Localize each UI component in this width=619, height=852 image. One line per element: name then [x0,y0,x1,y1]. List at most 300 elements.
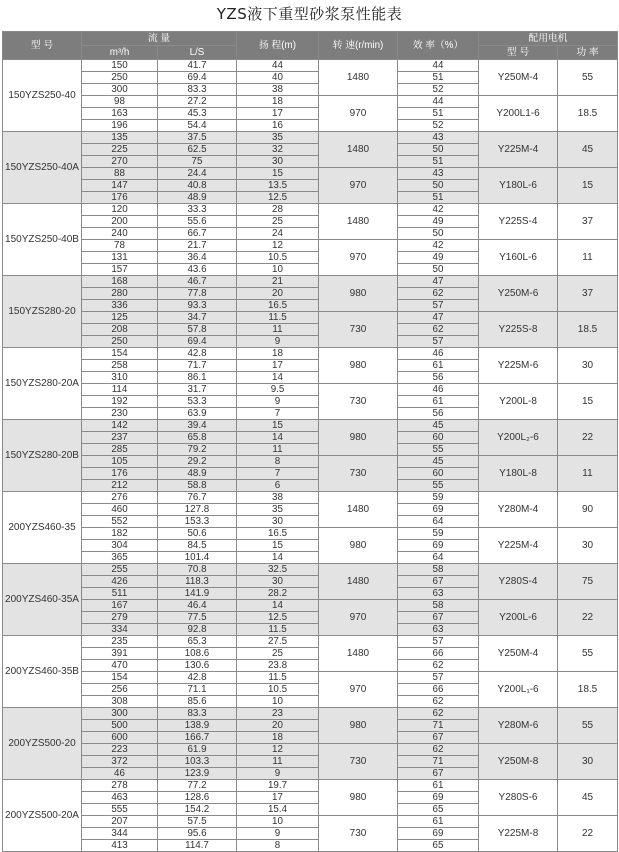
efficiency-cell: 62 [398,708,479,720]
efficiency-cell: 69 [398,504,479,516]
flow-ls-cell: 50.6 [158,528,237,540]
efficiency-cell: 46 [398,348,479,360]
flow-m3h-cell: 182 [82,528,158,540]
efficiency-cell: 49 [398,252,479,264]
efficiency-cell: 52 [398,120,479,132]
speed-cell: 730 [319,384,398,420]
flow-m3h-cell: 278 [82,780,158,792]
head-cell: 18 [237,96,319,108]
flow-ls-cell: 46.4 [158,600,237,612]
flow-m3h-cell: 255 [82,564,158,576]
flow-m3h-cell: 208 [82,324,158,336]
flow-m3h-cell: 256 [82,684,158,696]
flow-ls-cell: 62.5 [158,144,237,156]
flow-ls-cell: 69.4 [158,336,237,348]
flow-m3h-cell: 460 [82,504,158,516]
flow-m3h-cell: 365 [82,552,158,564]
flow-ls-cell: 33.3 [158,204,237,216]
flow-m3h-cell: 334 [82,624,158,636]
speed-cell: 970 [319,168,398,204]
motor-model-cell: Y280M-6 [479,708,558,744]
motor-model-cell: Y200L-8 [479,384,558,420]
flow-m3h-cell: 270 [82,156,158,168]
efficiency-cell: 67 [398,612,479,624]
model-cell: 200YZS460-35B [3,636,82,708]
efficiency-cell: 43 [398,168,479,180]
head-cell: 32 [237,144,319,156]
flow-m3h-cell: 176 [82,192,158,204]
motor-model-cell: Y225M-8 [479,816,558,852]
flow-m3h-cell: 250 [82,72,158,84]
flow-m3h-cell: 176 [82,468,158,480]
head-cell: 21 [237,276,319,288]
efficiency-cell: 59 [398,492,479,504]
table-row [3,780,618,792]
table-row [3,60,618,72]
flow-ls-cell: 75 [158,156,237,168]
head-cell: 15.4 [237,804,319,816]
performance-table [2,31,618,852]
speed-cell: 980 [319,276,398,312]
efficiency-cell: 63 [398,624,479,636]
efficiency-cell: 47 [398,312,479,324]
head-cell: 12.5 [237,612,319,624]
efficiency-cell: 60 [398,468,479,480]
table-row [3,168,618,180]
flow-ls-cell: 71.7 [158,360,237,372]
head-cell: 28 [237,204,319,216]
head-cell: 28.2 [237,588,319,600]
flow-ls-cell: 77.2 [158,780,237,792]
efficiency-cell: 71 [398,756,479,768]
motor-power-cell: 55 [558,636,618,672]
efficiency-cell: 46 [398,384,479,396]
efficiency-cell: 43 [398,132,479,144]
head-cell: 25 [237,216,319,228]
pump-group [3,492,618,564]
model-cell: 150YZS280-20 [3,276,82,348]
flow-m3h-cell: 192 [82,396,158,408]
model-cell: 150YZS280-20A [3,348,82,420]
efficiency-cell: 60 [398,432,479,444]
efficiency-cell: 66 [398,684,479,696]
speed-cell: 980 [319,348,398,384]
efficiency-cell: 49 [398,216,479,228]
flow-m3h-cell: 154 [82,348,158,360]
motor-model-cell: Y200L₁-6 [479,672,558,708]
flow-m3h-cell: 276 [82,492,158,504]
flow-ls-cell: 84.5 [158,540,237,552]
flow-ls-cell: 41.7 [158,60,237,72]
motor-power-cell: 75 [558,564,618,600]
table-row [3,384,618,396]
head-cell: 8 [237,456,319,468]
head-cell: 12 [237,744,319,756]
efficiency-cell: 45 [398,420,479,432]
header-flow-m3h: m³/h [82,46,158,60]
header-flow: 流 量 [82,32,237,46]
table-row [3,600,618,612]
efficiency-cell: 69 [398,792,479,804]
flow-ls-cell: 95.6 [158,828,237,840]
efficiency-cell: 62 [398,696,479,708]
flow-ls-cell: 39.4 [158,420,237,432]
flow-m3h-cell: 280 [82,288,158,300]
head-cell: 9 [237,768,319,780]
flow-m3h-cell: 225 [82,144,158,156]
motor-power-cell: 30 [558,528,618,564]
flow-m3h-cell: 304 [82,540,158,552]
flow-ls-cell: 154.2 [158,804,237,816]
flow-ls-cell: 101.4 [158,552,237,564]
flow-m3h-cell: 250 [82,336,158,348]
head-cell: 6 [237,480,319,492]
speed-cell: 970 [319,600,398,636]
efficiency-cell: 51 [398,156,479,168]
flow-ls-cell: 92.8 [158,624,237,636]
head-cell: 30 [237,576,319,588]
speed-cell: 980 [319,708,398,744]
table-row [3,348,618,360]
flow-m3h-cell: 98 [82,96,158,108]
flow-m3h-cell: 279 [82,612,158,624]
flow-m3h-cell: 88 [82,168,158,180]
efficiency-cell: 66 [398,648,479,660]
motor-power-cell: 37 [558,276,618,312]
header-flow-ls: L/S [158,46,237,60]
flow-m3h-cell: 200 [82,216,158,228]
efficiency-cell: 62 [398,744,479,756]
model-cell: 150YZS250-40B [3,204,82,276]
efficiency-cell: 50 [398,264,479,276]
head-cell: 38 [237,84,319,96]
flow-ls-cell: 21.7 [158,240,237,252]
flow-m3h-cell: 114 [82,384,158,396]
flow-ls-cell: 48.9 [158,192,237,204]
head-cell: 10 [237,696,319,708]
efficiency-cell: 58 [398,564,479,576]
flow-ls-cell: 37.5 [158,132,237,144]
flow-ls-cell: 40.8 [158,180,237,192]
head-cell: 10.5 [237,252,319,264]
flow-ls-cell: 114.7 [158,840,237,852]
motor-model-cell: Y180L-6 [479,168,558,204]
head-cell: 35 [237,504,319,516]
speed-cell: 1480 [319,564,398,600]
table-row [3,672,618,684]
head-cell: 15 [237,540,319,552]
efficiency-cell: 51 [398,72,479,84]
motor-power-cell: 45 [558,132,618,168]
efficiency-cell: 57 [398,336,479,348]
motor-power-cell: 55 [558,60,618,96]
head-cell: 30 [237,156,319,168]
flow-ls-cell: 42.8 [158,348,237,360]
flow-ls-cell: 128.6 [158,792,237,804]
table-row [3,456,618,468]
flow-ls-cell: 48.9 [158,468,237,480]
motor-power-cell: 37 [558,204,618,240]
flow-ls-cell: 43.6 [158,264,237,276]
speed-cell: 970 [319,96,398,132]
flow-m3h-cell: 131 [82,252,158,264]
flow-ls-cell: 83.3 [158,84,237,96]
efficiency-cell: 63 [398,588,479,600]
motor-power-cell: 15 [558,384,618,420]
efficiency-cell: 56 [398,408,479,420]
flow-m3h-cell: 125 [82,312,158,324]
speed-cell: 980 [319,780,398,816]
head-cell: 15 [237,420,319,432]
speed-cell: 1480 [319,132,398,168]
motor-model-cell: Y225M-6 [479,348,558,384]
motor-model-cell: Y280M-4 [479,492,558,528]
head-cell: 11.5 [237,672,319,684]
head-cell: 23 [237,708,319,720]
pump-group [3,636,618,708]
head-cell: 20 [237,288,319,300]
head-cell: 9 [237,336,319,348]
header-model: 型 号 [3,32,82,60]
head-cell: 16.5 [237,300,319,312]
pump-group [3,348,618,420]
table-row [3,132,618,144]
efficiency-cell: 47 [398,276,479,288]
flow-ls-cell: 85.6 [158,696,237,708]
motor-power-cell: 22 [558,816,618,852]
flow-ls-cell: 141.9 [158,588,237,600]
motor-model-cell: Y200L₂-6 [479,420,558,456]
head-cell: 10.5 [237,684,319,696]
pump-group [3,420,618,492]
table-row [3,204,618,216]
table-row [3,276,618,288]
table-row [3,816,618,828]
head-cell: 17 [237,360,319,372]
efficiency-cell: 61 [398,780,479,792]
speed-cell: 980 [319,420,398,456]
table-row [3,312,618,324]
efficiency-cell: 50 [398,144,479,156]
efficiency-cell: 51 [398,108,479,120]
head-cell: 30 [237,516,319,528]
head-cell: 8 [237,840,319,852]
head-cell: 24 [237,228,319,240]
motor-model-cell: Y225S-8 [479,312,558,348]
flow-m3h-cell: 426 [82,576,158,588]
motor-model-cell: Y280S-6 [479,780,558,816]
flow-ls-cell: 65.8 [158,432,237,444]
head-cell: 16.5 [237,528,319,540]
efficiency-cell: 62 [398,288,479,300]
flow-ls-cell: 103.3 [158,756,237,768]
motor-model-cell: Y225M-4 [479,528,558,564]
motor-power-cell: 30 [558,348,618,384]
head-cell: 35 [237,132,319,144]
head-cell: 9.5 [237,384,319,396]
flow-ls-cell: 138.9 [158,720,237,732]
flow-m3h-cell: 154 [82,672,158,684]
model-cell: 200YZS500-20 [3,708,82,780]
flow-m3h-cell: 285 [82,444,158,456]
speed-cell: 970 [319,240,398,276]
head-cell: 11.5 [237,624,319,636]
head-cell: 25 [237,648,319,660]
flow-ls-cell: 69.4 [158,72,237,84]
motor-power-cell: 11 [558,240,618,276]
model-cell: 150YZS250-40 [3,60,82,132]
head-cell: 14 [237,432,319,444]
efficiency-cell: 45 [398,456,479,468]
table-row [3,240,618,252]
efficiency-cell: 62 [398,324,479,336]
efficiency-cell: 71 [398,720,479,732]
efficiency-cell: 67 [398,768,479,780]
flow-m3h-cell: 120 [82,204,158,216]
efficiency-cell: 65 [398,804,479,816]
flow-m3h-cell: 463 [82,792,158,804]
flow-m3h-cell: 46 [82,768,158,780]
flow-m3h-cell: 413 [82,840,158,852]
flow-m3h-cell: 105 [82,456,158,468]
head-cell: 27.5 [237,636,319,648]
flow-m3h-cell: 344 [82,828,158,840]
efficiency-cell: 67 [398,576,479,588]
page-title: YZS液下重型砂浆泵性能表 [216,5,403,23]
head-cell: 18 [237,348,319,360]
table-row [3,636,618,648]
motor-model-cell: Y180L-8 [479,456,558,492]
flow-ls-cell: 70.8 [158,564,237,576]
motor-model-cell: Y200L1-6 [479,96,558,132]
head-cell: 9 [237,828,319,840]
flow-m3h-cell: 207 [82,816,158,828]
flow-ls-cell: 83.3 [158,708,237,720]
flow-m3h-cell: 196 [82,120,158,132]
flow-ls-cell: 54.4 [158,120,237,132]
motor-power-cell: 18.5 [558,312,618,348]
flow-m3h-cell: 552 [82,516,158,528]
flow-ls-cell: 76.7 [158,492,237,504]
efficiency-cell: 44 [398,96,479,108]
header-efficiency: 效 率（%） [398,32,479,60]
head-cell: 10 [237,816,319,828]
flow-ls-cell: 34.7 [158,312,237,324]
table-row [3,708,618,720]
model-cell: 200YZS460-35 [3,492,82,564]
speed-cell: 980 [319,528,398,564]
head-cell: 12 [237,240,319,252]
motor-model-cell: Y250M-6 [479,276,558,312]
head-cell: 9 [237,396,319,408]
motor-model-cell: Y200L-6 [479,600,558,636]
flow-m3h-cell: 150 [82,60,158,72]
flow-ls-cell: 31.7 [158,384,237,396]
flow-m3h-cell: 142 [82,420,158,432]
flow-ls-cell: 45.3 [158,108,237,120]
motor-model-cell: Y250M-8 [479,744,558,780]
efficiency-cell: 56 [398,372,479,384]
head-cell: 20 [237,720,319,732]
pump-group [3,276,618,348]
flow-m3h-cell: 555 [82,804,158,816]
header-head: 扬 程(m) [237,32,319,60]
flow-ls-cell: 36.4 [158,252,237,264]
head-cell: 16 [237,120,319,132]
efficiency-cell: 42 [398,240,479,252]
head-cell: 11 [237,444,319,456]
speed-cell: 730 [319,312,398,348]
flow-m3h-cell: 372 [82,756,158,768]
flow-m3h-cell: 147 [82,180,158,192]
flow-ls-cell: 65.3 [158,636,237,648]
head-cell: 19.7 [237,780,319,792]
flow-ls-cell: 58.8 [158,480,237,492]
flow-m3h-cell: 310 [82,372,158,384]
efficiency-cell: 52 [398,84,479,96]
efficiency-cell: 42 [398,204,479,216]
flow-ls-cell: 77.8 [158,288,237,300]
table-row [3,744,618,756]
efficiency-cell: 57 [398,672,479,684]
efficiency-cell: 55 [398,444,479,456]
motor-power-cell: 18.5 [558,96,618,132]
pump-group [3,60,618,132]
head-cell: 17 [237,792,319,804]
flow-ls-cell: 57.8 [158,324,237,336]
efficiency-cell: 61 [398,360,479,372]
speed-cell: 1480 [319,636,398,672]
flow-m3h-cell: 300 [82,84,158,96]
flow-ls-cell: 57.5 [158,816,237,828]
efficiency-cell: 61 [398,396,479,408]
speed-cell: 730 [319,744,398,780]
efficiency-cell: 64 [398,516,479,528]
motor-power-cell: 30 [558,744,618,780]
flow-ls-cell: 42.8 [158,672,237,684]
flow-m3h-cell: 223 [82,744,158,756]
head-cell: 13.5 [237,180,319,192]
head-cell: 38 [237,492,319,504]
flow-ls-cell: 127.8 [158,504,237,516]
motor-model-cell: Y160L-6 [479,240,558,276]
speed-cell: 730 [319,456,398,492]
flow-ls-cell: 63.9 [158,408,237,420]
flow-m3h-cell: 135 [82,132,158,144]
header-motor-power: 功 率 [558,46,618,60]
flow-ls-cell: 55.6 [158,216,237,228]
model-cell: 150YZS250-40A [3,132,82,204]
head-cell: 7 [237,468,319,480]
head-cell: 11.5 [237,312,319,324]
head-cell: 7 [237,408,319,420]
flow-m3h-cell: 240 [82,228,158,240]
efficiency-cell: 59 [398,528,479,540]
efficiency-cell: 55 [398,480,479,492]
flow-ls-cell: 79.2 [158,444,237,456]
head-cell: 12.5 [237,192,319,204]
flow-m3h-cell: 78 [82,240,158,252]
efficiency-cell: 51 [398,192,479,204]
motor-model-cell: Y250M-4 [479,60,558,96]
flow-ls-cell: 24.4 [158,168,237,180]
model-cell: 150YZS280-20B [3,420,82,492]
motor-power-cell: 55 [558,708,618,744]
speed-cell: 970 [319,672,398,708]
motor-power-cell: 45 [558,780,618,816]
head-cell: 14 [237,600,319,612]
flow-ls-cell: 71.1 [158,684,237,696]
